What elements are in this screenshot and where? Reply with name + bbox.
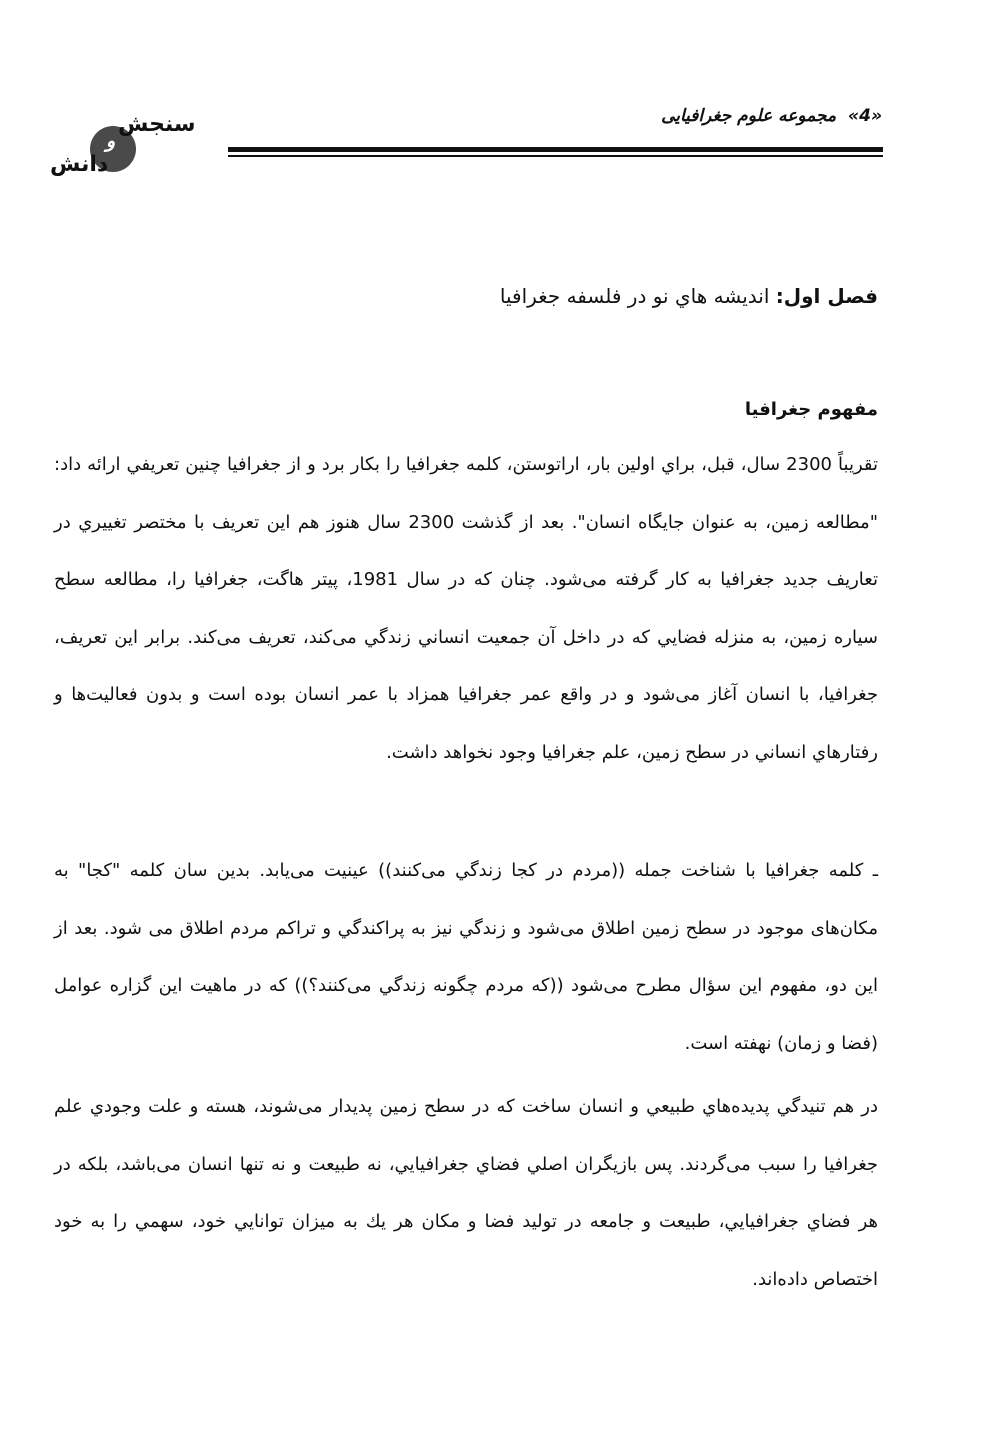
paragraph-text: ـ كلمه جغرافيا با شناخت جمله ((مردم در كجا زندگي می‌كنند)) عينيت می‌يابد. بدين سان كلمه "كجا" به مكان‌های موجود در سطح زمين اطلاق می‌شود و زندگي نيز به پراكندگي و تراكم مردم اطلاق می شود. بعد از اين دو، مفهوم اين سؤال مطرح می‌شود ((كه مردم چگونه زندگي می‌كنند؟)) كه در ماهيت اين گزاره عوامل (فضا و زمان) نهفته است. (54, 860, 878, 1054)
running-header (661, 106, 882, 126)
chapter-title (78, 284, 878, 308)
publisher-logo (50, 112, 196, 182)
logo-word-bottom: دانش (50, 152, 109, 177)
paragraph-2 (54, 842, 878, 1072)
book-title: مجموعه علوم جغرافیایی (661, 106, 837, 126)
paragraph-1 (54, 436, 878, 781)
logo-word-top: سنجش (118, 112, 196, 137)
logo-conjunction: و (106, 130, 116, 152)
chapter-label: فصل اول: (775, 284, 878, 308)
paragraph-text: تقريباً 2300 سال، قبل، براي اولين بار، اراتوستن، كلمه جغرافيا را بكار برد و از جغرافيا چنين تعريفي ارائه داد: "مطالعه زمين، به عنوان جايگاه انسان". بعد از گذشت 2300 سال هنوز هم اين تعريف با مختصر تغييري در تعاريف جديد جغرافيا به كار گرفته می‌شود. چنان كه در سال 1981، پيتر هاگت، جغرافيا را، مطالعه سطح سياره زمين، به منزله فضايي كه در داخل آن جمعيت انساني زندگي می‌كند، تعريف می‌كند. برابر اين تعريف، جغرافيا، با انسان آغاز می‌شود و در واقع عمر جغرافيا همزاد با عمر انسان بوده است و بدون فعاليت‌ها و رفتارهاي انساني در سطح زمين، علم جغرافيا وجود نخواهد داشت. (54, 454, 878, 763)
section-heading: مفهوم جغرافيا (744, 399, 878, 420)
page-number: «4» (848, 106, 882, 126)
paragraph-text: در هم تنيدگي پديده‌هاي طبيعي و انسان ساخت كه در سطح زمين پديدار می‌شوند، هسته و علت وجودي علم جغرافيا را سبب می‌گردند. پس بازيگران اصلي فضاي جغرافيايي، نه طبيعت و نه تنها انسان می‌باشد، بلكه در هر فضاي جغرافيايي، طبيعت و جامعه در توليد فضا و مكان هر يك به ميزان توانايي خود، سهمي را به خود اختصاص داده‌اند. (54, 1096, 878, 1290)
chapter-name: انديشه هاي نو در فلسفه جغرافيا (499, 284, 770, 308)
paragraph-3 (54, 1078, 878, 1308)
header-rule-thick (228, 147, 883, 152)
header-rule-thin (228, 155, 883, 157)
